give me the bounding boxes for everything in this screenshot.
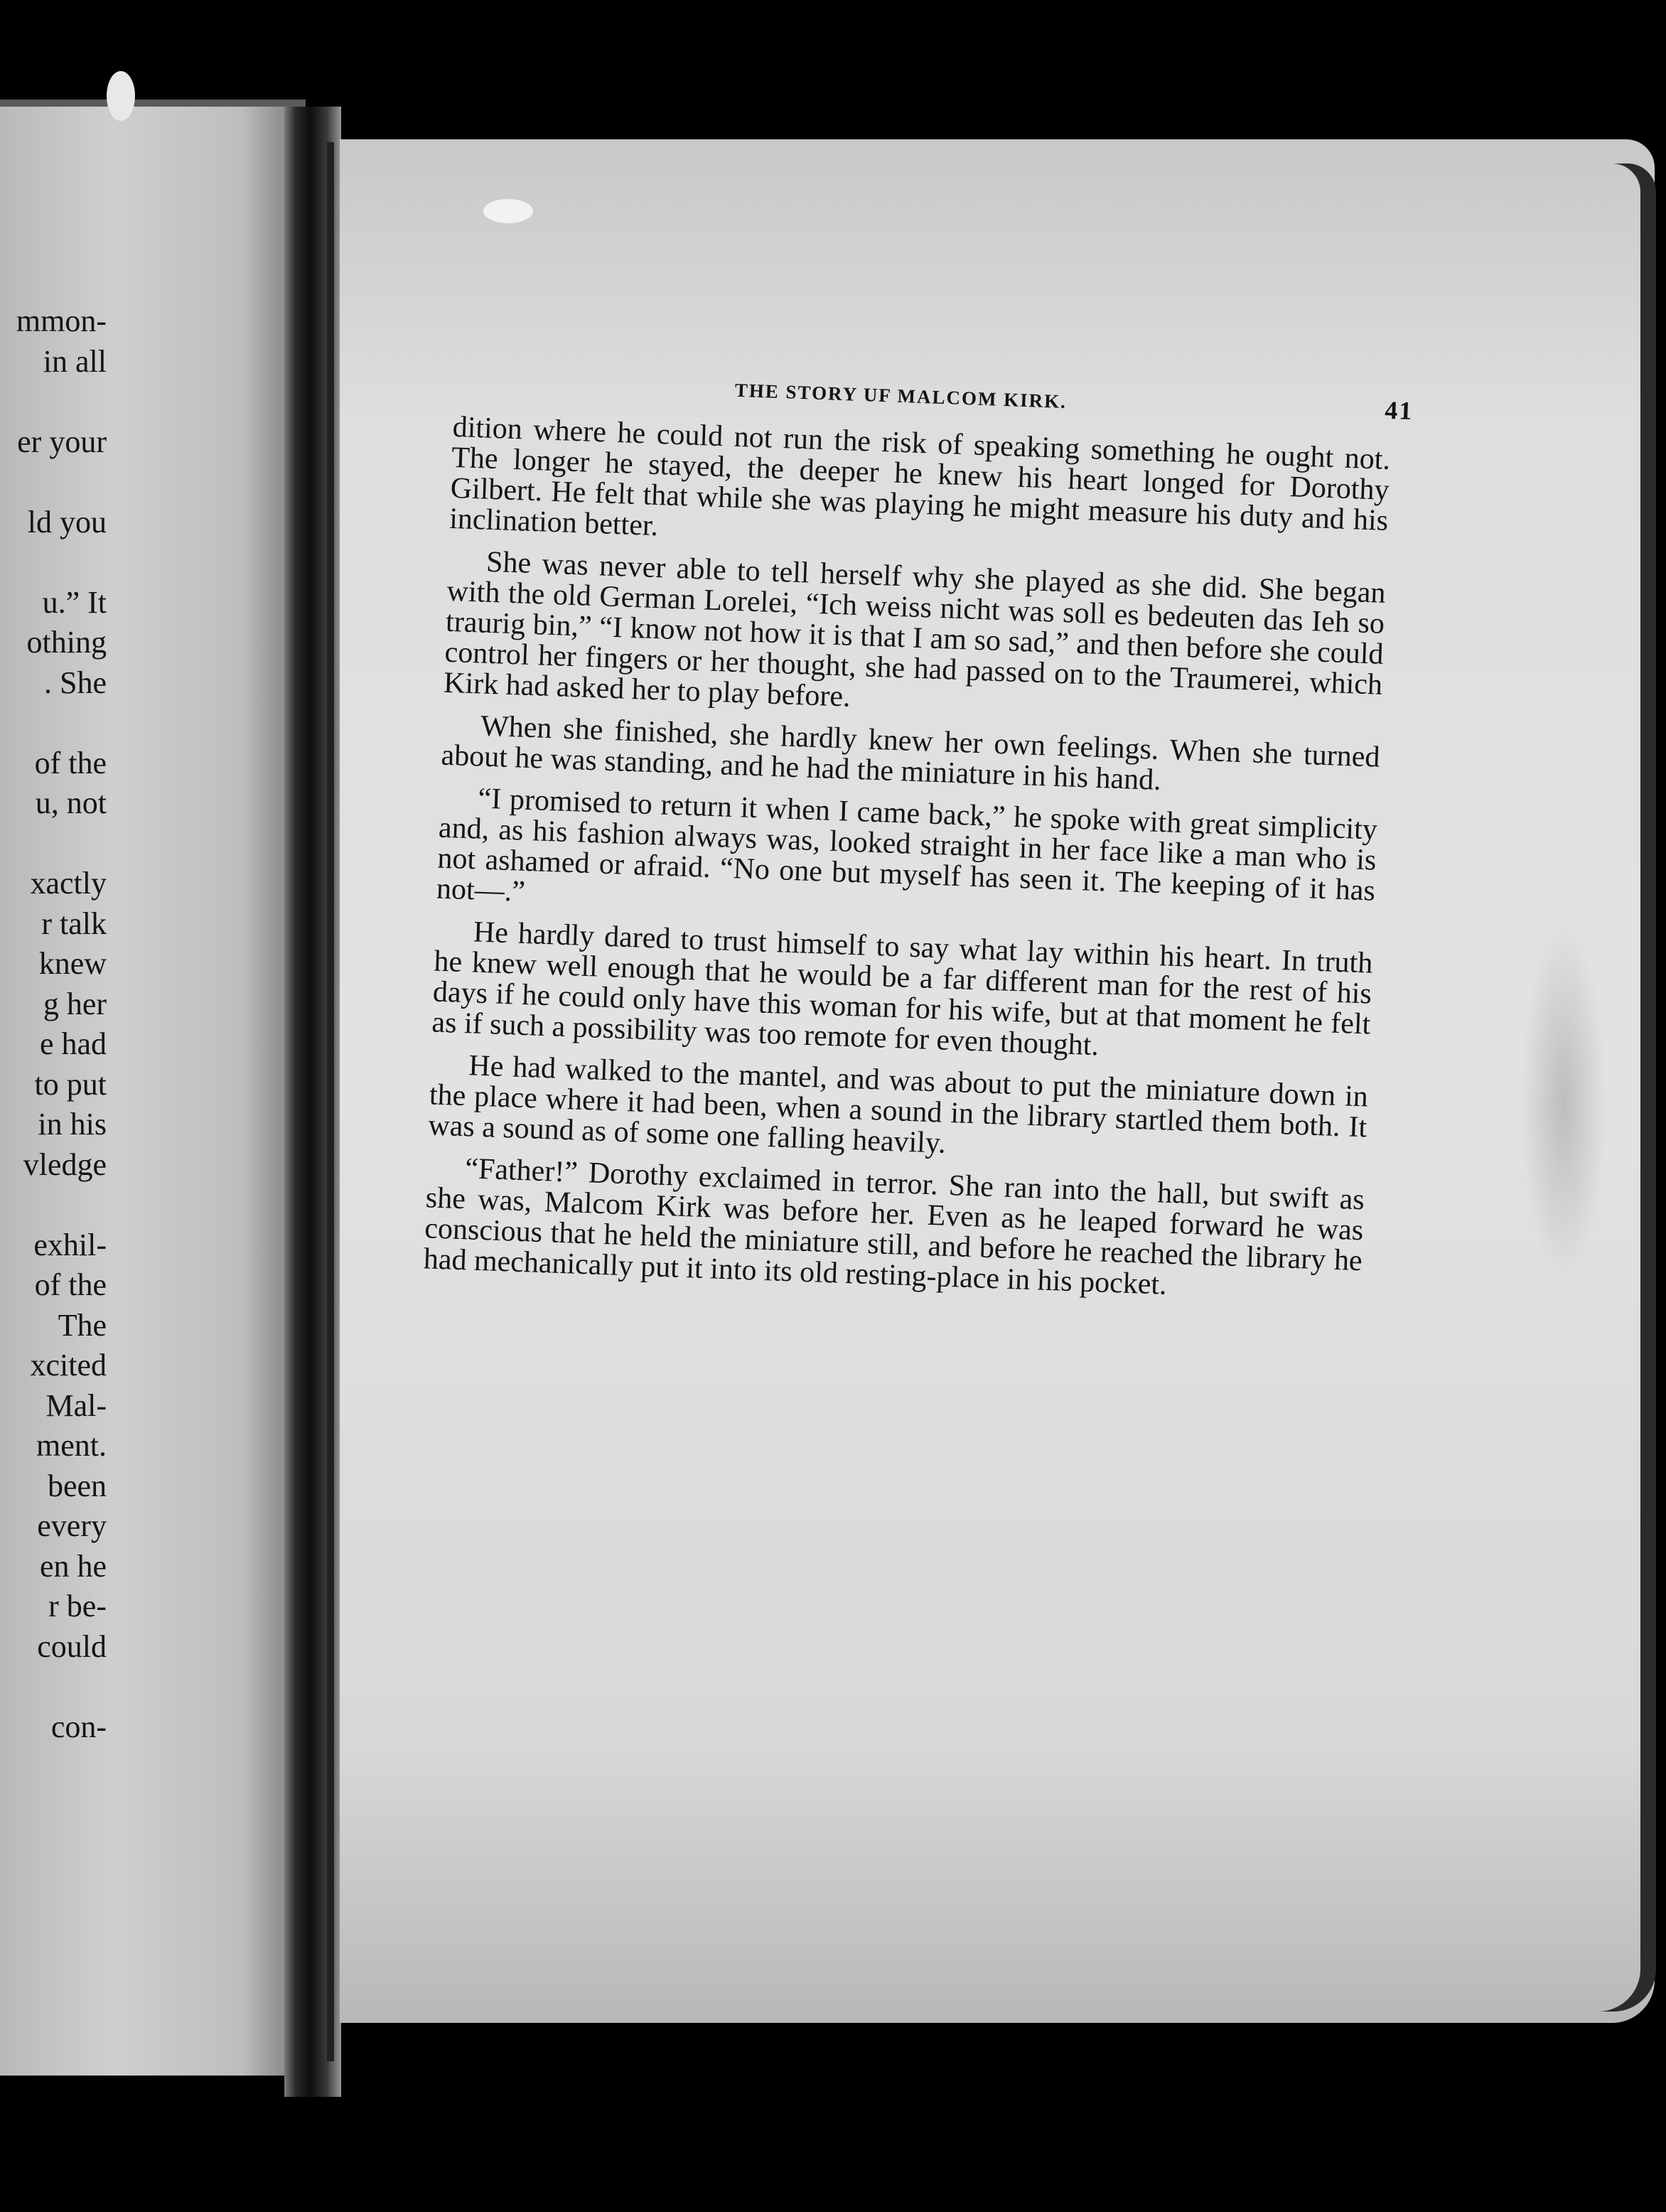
left-line: en he (39, 1548, 107, 1584)
page-number: 41 (1384, 395, 1414, 426)
left-line: con- (50, 1709, 107, 1744)
left-line (0, 1667, 107, 1707)
left-line (0, 542, 107, 583)
left-line: . She (44, 665, 107, 700)
left-line (0, 1185, 107, 1225)
left-line: xactly (30, 866, 107, 901)
left-line: The (58, 1307, 107, 1343)
page-stain (1521, 924, 1606, 1279)
left-line: of the (34, 1267, 107, 1302)
left-line: every (37, 1508, 107, 1543)
paper-damage-spot (483, 199, 533, 223)
left-line: othing (26, 625, 107, 660)
left-line (0, 703, 107, 743)
left-line: Mal- (45, 1387, 107, 1423)
left-line (0, 824, 107, 864)
left-line (0, 382, 107, 422)
paragraph: “Father!” Dorothy exclaimed in terror. She ran into the hall, but swift as she was, Malcom Kirk was before her. Even as he leaped forward he was conscious that he held the miniature still, and before he reached the library he had mechanically put it into its old resting-place in his pocket. (423, 1152, 1365, 1301)
left-line: e had (39, 1026, 107, 1061)
left-line: r be- (48, 1589, 107, 1623)
page-content (423, 363, 1414, 1319)
left-line: to put (34, 1066, 107, 1102)
paper-damage-spot (107, 71, 135, 121)
paragraph: She was never able to tell herself why she played as she did. She began with the old German Lorelei, “Ich weiss nicht was soll es bedeuten das Ieh so traurig bin,” “I know not how it is that I am so sad,” and then before she could control her fingers or her thought, she had passed on to the Traumerei, which Kirk had asked her to play before. (443, 545, 1387, 714)
left-line (0, 462, 107, 503)
paragraph: “I promised to return it when I came back,” he spoke with great simplicity and, as his fashion always was, looked straight in her face like a man who is not ashamed or afraid. “No one but myself has seen it. The keeping of it has not—.” (436, 782, 1378, 908)
left-line: knew (38, 946, 107, 981)
left-line: mmon- (16, 304, 107, 338)
left-line: in all (43, 343, 107, 379)
left-line: ment. (36, 1428, 107, 1463)
paragraph: When she finished, she hardly knew her own feelings. When she turned about he was standing, and he had the miniature in his hand. (440, 709, 1381, 798)
body-text (423, 412, 1391, 1307)
paragraph: dition where he could not run the risk of speaking something he ought not. The longer he stayed, the deeper he knew his heart longed for Dorothy Gilbert. He felt that while she was playing he might measure his duty and his inclination better. (448, 410, 1391, 543)
left-line: exhil- (33, 1227, 107, 1262)
left-line: er your (17, 424, 107, 459)
left-line: vledge (23, 1147, 107, 1182)
left-line: g her (43, 986, 107, 1021)
left-line: ld you (27, 504, 107, 539)
left-line: in his (38, 1107, 107, 1142)
left-line: u.” It (42, 584, 107, 620)
paragraph: He hardly dared to trust himself to say what lay within his heart. In truth he knew well enough that he would be a far different man for the rest of his days if he could only have this woman for his wife, but at that moment he felt as if such a possibility was too remote for even thought. (431, 916, 1374, 1063)
left-line: of the (34, 745, 107, 780)
left-line: been (47, 1468, 107, 1503)
left-line: xcited (30, 1348, 107, 1382)
binding-shadow (327, 142, 334, 2061)
left-page-text-fragments (0, 301, 107, 1747)
left-line: r talk (41, 906, 107, 941)
left-line: could (37, 1628, 107, 1664)
running-head-title: THE STORY UF MALCOM KIRK. (734, 379, 1068, 413)
left-line: u, not (35, 785, 107, 820)
paragraph: He had walked to the mantel, and was about to put the miniature down in the place where it had been, when a sound in the library startled them both. It was a sound as of some one falling heavily. (427, 1049, 1369, 1160)
